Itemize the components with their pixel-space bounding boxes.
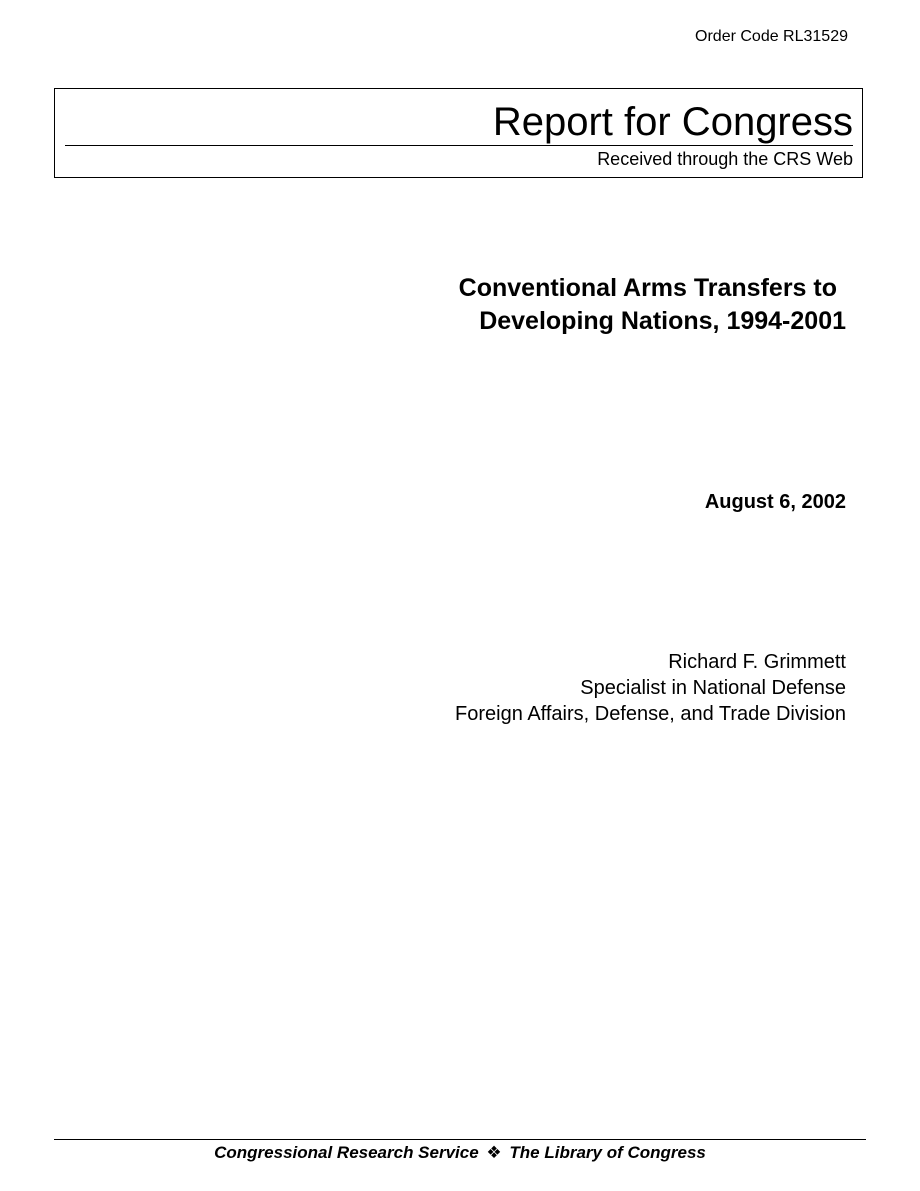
footer-crs: Congressional Research Service	[214, 1143, 479, 1162]
report-title-line-2: Developing Nations, 1994-2001	[479, 307, 846, 335]
author-block	[455, 649, 846, 727]
banner-title: Report for Congress	[492, 100, 853, 144]
banner-divider	[65, 145, 853, 146]
report-date: August 6, 2002	[704, 491, 846, 513]
footer	[0, 1142, 920, 1164]
author-position: Specialist in National Defense	[580, 677, 846, 699]
report-banner	[54, 88, 863, 178]
footer-separator-icon: ❖	[486, 1143, 502, 1162]
report-title	[459, 272, 846, 338]
footer-divider	[54, 1139, 866, 1140]
footer-library: The Library of Congress	[509, 1143, 706, 1162]
banner-subtitle: Received through the CRS Web	[597, 149, 853, 169]
report-title-line-1: Conventional Arms Transfers to	[458, 274, 837, 302]
author-division: Foreign Affairs, Defense, and Trade Division	[455, 703, 846, 725]
order-code: Order Code RL31529	[695, 28, 848, 45]
author-name: Richard F. Grimmett	[668, 651, 846, 673]
